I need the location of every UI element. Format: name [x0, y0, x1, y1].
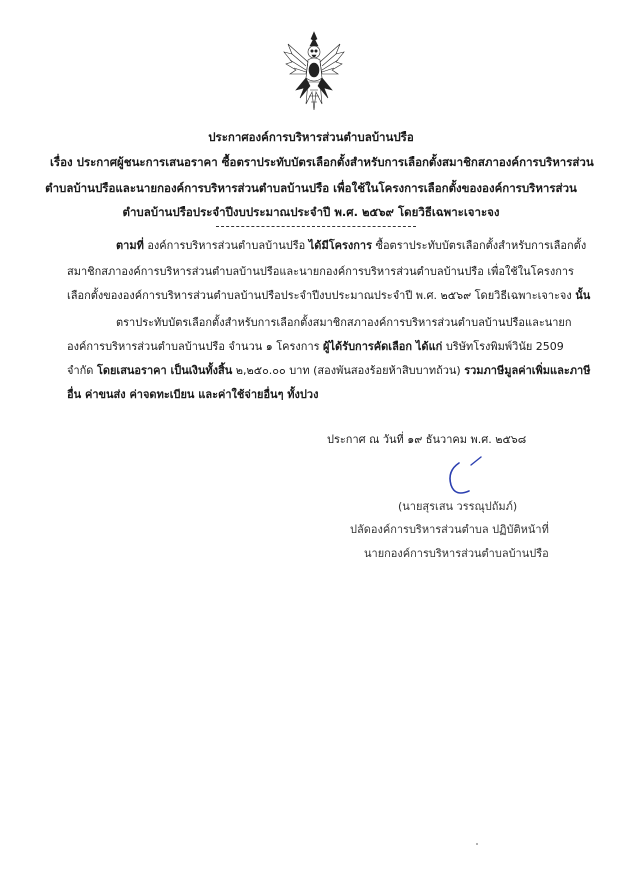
p1-bold-2: ได้มีโครงการ: [308, 239, 372, 252]
paragraph-1-line-3: [67, 288, 590, 304]
signatory-position-2: นายกองค์การบริหารส่วนตำบลบ้านปรือ: [364, 547, 549, 560]
p2-line3-text1: จำกัด: [67, 364, 97, 377]
paragraph-2-line-4: อื่น ค่าขนส่ง ค่าจดทะเบียน และค่าใช้จ่ายอื่นๆ ทั้งปวง: [67, 388, 319, 401]
paragraph-2-line-1: ตราประทับบัตรเลือกตั้งสำหรับการเลือกตั้งสมาชิกสภาองค์การบริหารส่วนตำบลบ้านปรือและนายก: [116, 316, 572, 329]
subject-line-2: ตำบลบ้านปรือและนายกองค์การบริหารส่วนตำบลบ้านปรือ เพื่อใช้ในโครงการเลือกตั้งขององค์การบริหารส่วน: [45, 181, 577, 195]
p2-line3-bold2: รวมภาษีมูลค่าเพิ่มและภาษี: [464, 364, 591, 377]
p2-line3-text2: ๒,๒๕๐.๐๐ บาท (สองพันสองร้อยห้าสิบบาทถ้วน): [232, 364, 465, 377]
p2-line2-text2: บริษัทโรงพิมพ์วินัย 2509: [442, 340, 564, 353]
subject-line-3: ตำบลบ้านปรือประจำปีงบประมาณประจำปี พ.ศ. ๒๕๖๙ โดยวิธีเฉพาะเจาะจง: [122, 205, 500, 219]
document-title: ประกาศองค์การบริหารส่วนตำบลบ้านปรือ: [208, 130, 414, 144]
p1-text-1: องค์การบริหารส่วนตำบลบ้านปรือ: [143, 239, 309, 252]
p2-line3-bold1: โดยเสนอราคา เป็นเงินทั้งสิ้น: [96, 364, 233, 377]
p2-line2-bold: ผู้ได้รับการคัดเลือก ได้แก่: [323, 340, 443, 353]
scan-speck: [476, 843, 478, 845]
paragraph-2-line-2: [67, 339, 564, 355]
paragraph-1-line-1: [116, 238, 586, 254]
p1-line3-text: เลือกตั้งขององค์การบริหารส่วนตำบลบ้านปรือประจำปีงบประมาณประจำปี พ.ศ. ๒๕๖๙ โดยวิธีเฉพาะเจาะจง: [67, 289, 576, 302]
paragraph-2-line-3: [67, 363, 590, 379]
subject-rest: ซื้อตราประทับบัตรเลือกตั้งสำหรับการเลือกตั้งสมาชิกสภาองค์การบริหารส่วน: [221, 155, 594, 169]
p1-text-2: ซื้อตราประทับบัตรเลือกตั้งสำหรับการเลือกตั้ง: [371, 239, 587, 252]
subject-line: [40, 154, 610, 170]
p2-line2-text: องค์การบริหารส่วนตำบลบ้านปรือ จำนวน ๑ โครงการ: [67, 340, 324, 353]
p1-bold-1: ตามที่: [116, 239, 144, 252]
handwritten-signature: [441, 455, 489, 501]
signatory-name: (นายสุรเสน วรรณุปถัมภ์): [398, 500, 518, 513]
separator-rule: [216, 226, 416, 227]
garuda-emblem: [282, 30, 346, 112]
p1-line3-bold: นั้น: [575, 289, 591, 302]
paragraph-1-line-2: สมาชิกสภาองค์การบริหารส่วนตำบลบ้านปรือและนายกองค์การบริหารส่วนตำบลบ้านปรือ เพื่อใช้ในโครงการ: [67, 265, 574, 278]
subject-bold: ประกาศผู้ชนะการเสนอราคา: [76, 155, 218, 169]
announcement-date: ประกาศ ณ วันที่ ๑๙ ธันวาคม พ.ศ. ๒๕๖๘: [327, 433, 527, 446]
subject-label: เรื่อง: [50, 155, 73, 169]
signatory-position-1: ปลัดองค์การบริหารส่วนตำบล ปฏิบัติหน้าที่: [350, 523, 549, 536]
